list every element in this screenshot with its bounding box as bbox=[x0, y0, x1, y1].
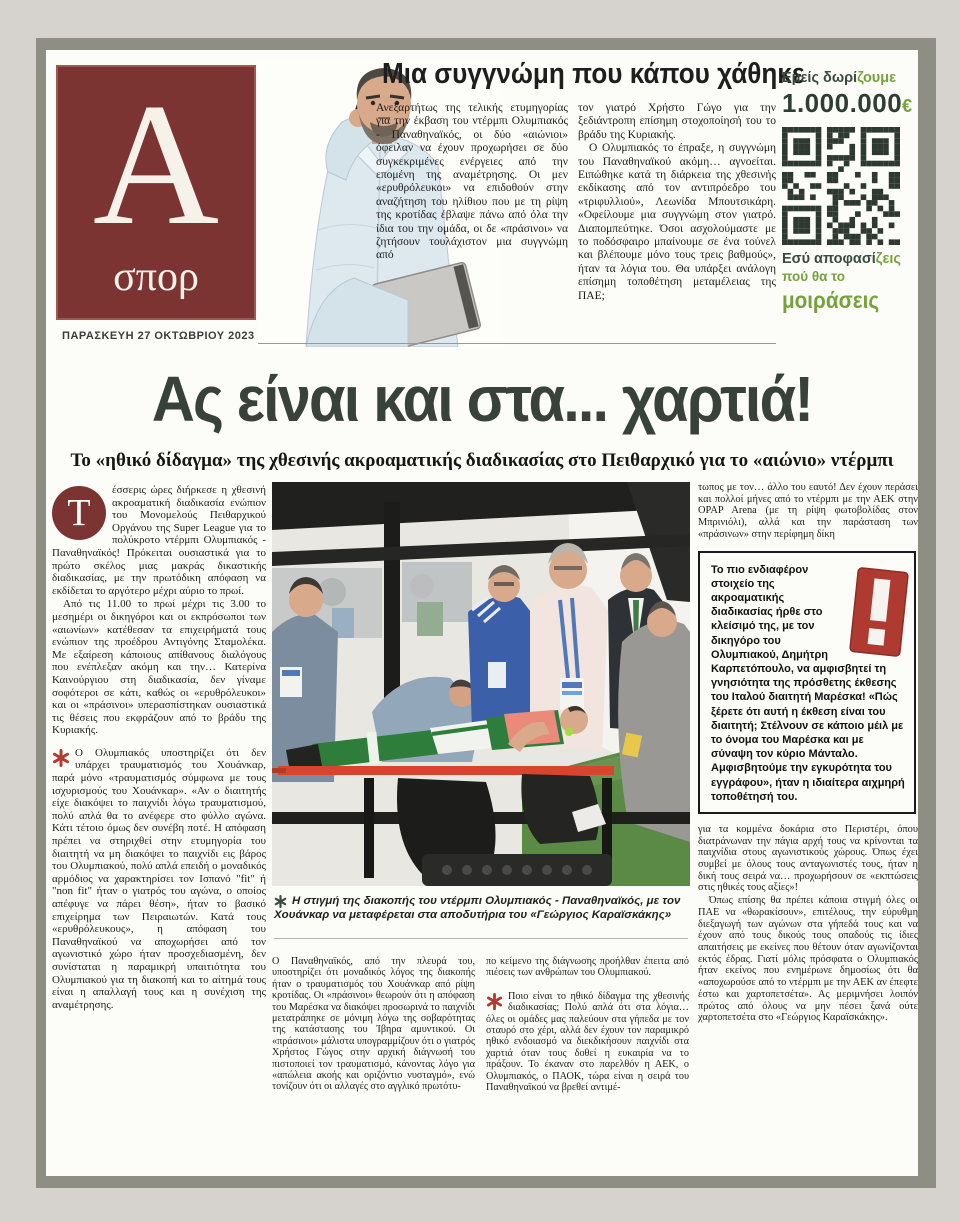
article-column-3: πο κείμενο της διάγνωσης προήλθαν έπειτα από πιέσεις των ανθρώπων του Ολυμπιακού. Ποιο είναι το ηθικό δίδαγμα της χθεσινής διαδικασίας; Πολύ απλά ότι στα λόγια… όλες οι ομάδες μας παλεύουν στα γήπεδα με τον σταυρό στο χέρι, αλλά δεν έχουν τον παραμικρό ηθικό ενδοιασμό να διεκδικήσουν παιχνίδι στα χαρτιά όταν τους δοθεί η ευκαιρία να το πράξουν. Το έκαναν στο παρελθόν η ΑΕΚ, ο Ολυμπιακός, ο ΠΑΟΚ, τώρα είναι η σειρά του Παναθηναϊκού να βρεθεί αντιμέ- bbox=[486, 956, 689, 1094]
main-headline: Ας είναι και στα... χαρτιά! bbox=[151, 363, 813, 435]
top-article-column-1: Ανεξαρτήτως της τελικής ετυμηγορίας για την έκβαση του ντέρμπι Ολυμπιακός - Παναθηναϊκός, οι δύο «αιώνιοι» όφειλαν να έχουν προχωρήσει σε δύο συγκεκριμένες ενέργειες από την επομένη της αναμέτρησης. Οι μεν «ερυθρόλευκοι» να επιδοθούν στην αναζήτηση του ηλίθιου που με τη ρίψη της κροτίδας έβλαψε πάνω από όλα την ίδια του την ομάδα, οι δε «πράσινοι» να ζητήσουν τουλάχιστον μια συγγνώμη από bbox=[376, 102, 568, 262]
bullet-paragraph: Ποιο είναι το ηθικό δίδαγμα της χθεσινής διαδικασίας; Πολύ απλά ότι στα λόγια… όλες οι ομάδες μας παλεύουν στα γήπεδα με τον σταυρό στο χέρι, αλλά δεν έχουν τον παραμικρό ηθικό ενδοιασμό να διεκδικήσουν παιχνίδι στα χαρτιά όταν τους δοθεί η ευκαιρία να το πράξουν. Το έκαναν στο παρελθόν η ΑΕΚ, ο Ολυμπιακός, ο ΠΑΟΚ, τώρα είναι η σειρά του Παναθηναϊκού να βρεθεί αντιμέ- bbox=[486, 990, 689, 1094]
highlight-box: Το πιο ενδιαφέρον στοιχείο της ακροαματικής διαδικασίας ήρθε στο κλείσιμό της, με τον δικηγόρο του Ολυμπιακού, Δημήτρη Καρπετόπουλο, να αμφισβητεί τη γνησιότητα της πρόσθετης έκθεσης του Ιταλού διαιτητή Μαρέσκα! «Πώς ξέρετε ότι αυτή η έκθεση είναι του διαιτητή; Στέλνουν σε κάποιο μέιλ με το όνομα του Μαρέσκα και με σύναψη τον κύριο Μάνταλο. Αμφισβητούμε την εγκυρότητα του εγγράφου», ήταν η ιδιαίτερα αιχμηρή τοποθέτησή του. bbox=[698, 551, 916, 814]
promo-line1: Εμείς δωρίζουμε bbox=[782, 70, 896, 86]
exclamation-icon bbox=[849, 566, 910, 657]
newspaper-page bbox=[36, 38, 936, 1188]
masthead-letter: Α bbox=[92, 67, 220, 261]
paper-surface bbox=[46, 50, 918, 1176]
photo-stretcher-scene bbox=[272, 482, 690, 886]
dropcap: Τ bbox=[52, 486, 106, 540]
top-article-headline: Μια συγγνώμη που κάπου χάθηκε bbox=[382, 58, 805, 90]
bullet-paragraph: Ο Ολυμπιακός υποστηρίζει ότι δεν υπάρχει τραυματισμός του Χουάνκαρ, παρά μόνο «τραυματισμός σύμφωνα με τους ισχυρισμούς του Χουάνκαρ». «Αν ο διαιτητής είχε διακόψει το παιχνίδι λόγω τραυματισμού, πολύ απλά θα το ανέφερε στο φύλλο αγώνα. Κάτι τέτοιο όμως δεν συνέβη ποτέ. Η απόφαση πρέπει να στηριχθεί στην ετυμηγορία του διαιτητή να μη διακόψει το παιχνίδι εις βάρος του Ολυμπιακού, πολύ απλά επειδή ο μοναδικός αρμόδιος να χαρακτηρίσει τον Ισπανό "fit" ή "non fit" ήταν ο γιατρός του αγώνα, ο οποίος απέφυγε να πάρει θέση», ήταν το βασικό επιχείρημα των Πειραιωτών. Κατά τους «ερυθρόλευκους», η απόφαση του Παναθηναϊκού να αποχωρήσει από τον αγωνιστικό χώρο ήταν προσχεδιασμένη, δεν συνίσταται η παραμικρή υπαιτιότητα του Ολυμπιακού για τη διακοπή και το αίτημά τους είναι η απαλλαγή τους και η συνέχιση της αναμέτρησης. bbox=[52, 746, 266, 1011]
lead-paragraph: Τ έσσερις ώρες διήρκεσε η χθεσινή ακροαματική διαδικασία ενώπιον του Μονομελούς Πειθαρχικού Οργάνου της Super League για το πολύκροτο ντέρμπι Ολυμπιακός - Παναθηναϊκός! Πρόκειται ουσιαστικά για το πρώτο σκέλος μιας μακράς δικαστικής διαδικασίας, με την πρωτόδικη απόφαση να εκδίδεται το αργότερο μέχρι αύριο το πρωί. bbox=[52, 484, 266, 597]
masthead-logo bbox=[56, 65, 256, 320]
article-column-1: Τ έσσερις ώρες διήρκεσε η χθεσινή ακροαματική διαδικασία ενώπιον του Μονομελούς Πειθαρχικού Οργάνου της Super League για το πολύκροτο ντέρμπι Ολυμπιακός - Παναθηναϊκός! Πρόκειται ουσιαστικά για το πρώτο σκέλος μιας μακράς δικαστικής διαδικασίας, με την πρωτόδικη απόφαση να εκδίδεται το αργότερο μέχρι αύριο το πρωί. Από τις 11.00 το πρωί μέχρι τις 3.00 το μεσημέρι οι δικηγόροι και οι εκπρόσωποι των «αιωνίων» κατέθεσαν τα επιχειρήματά τους ενώπιον της προέδρου Αντιγόνης Σταμολέκα. Με εξαίρεση κάποιους απίθανους διαλόγους που ενέπλεξαν ακόμη και την… Κατερίνα Καινούργιου στη διαδικασία, δεν γίναμε σοφότεροι σε κάτι, καθώς οι «ερυθρόλευκοι» και οι «πράσινοι» υπερασπίστηκαν ουσιαστικά τις θέσεις που εκφράζουν από το βράδυ της Κυριακής. Ο Ολυμπιακός υποστηρίζει ότι δεν υπάρχει τραυματισμός του Χουάνκαρ, παρά μόνο «τραυματισμός σύμφωνα με τους ισχυρισμούς του Χουάνκαρ». «Αν ο διαιτητής είχε διακόψει το παιχνίδι λόγω τραυματισμού, πολύ απλά θα το ανέφερε στο φύλλο αγώνα. Κάτι τέτοιο όμως δεν συνέβη ποτέ. Η απόφαση πρέπει να στηριχθεί στην ετυμηγορία του διαιτητή να μη διακόψει το παιχνίδι εις βάρος του Ολυμπιακού, πολύ απλά επειδή ο μοναδικός αρμόδιος να χαρακτηρίσει τον Ισπανό "fit" ή "non fit" ήταν ο γιατρός του αγώνα, ο οποίος απέφυγε να πάρει θέση», ήταν το βασικό επιχείρημα των Πειραιωτών. Κατά τους «ερυθρόλευκους», η απόφαση του Παναθηναϊκού να αποχωρήσει από τον αγωνιστικό χώρο ήταν προσχεδιασμένη, δεν συνίσταται η παραμικρή υπαιτιότητα του Ολυμπιακού για τη διακοπή και το αίτημά τους είναι η απαλλαγή τους και η συνέχιση της αναμέτρησης. bbox=[52, 484, 266, 1011]
promo-line2: Εσύ αποφασίζεις bbox=[782, 251, 901, 267]
stretcher-scene-illustration bbox=[272, 482, 690, 886]
masthead-word: σπορ bbox=[113, 254, 199, 300]
promo-line4: μοιράσεις bbox=[782, 287, 880, 313]
qr-code bbox=[782, 127, 910, 245]
caption-asterisk-icon bbox=[274, 895, 287, 908]
article-column-4: τωπος με τον… άλλο του εαυτό! Δεν έχουν περάσει και πολλοί μήνες από το ντέρμπι με την ΑΕΚ στην OPAP Arena (με τη ρίψη φωτοβολίδας στον Μπρινιόλι), αλλά και την παράσταση των «πράσινων» στην περίφημη δίκη Το πιο ενδιαφέρον στοιχείο της ακροαματικής διαδικασίας ήρθε στο κλείσιμό της, με τον δικηγόρο του Ολυμπιακού, Δημήτρη Καρπετόπουλο, να αμφισβητεί τη γνησιότητα της πρόσθετης έκθεσης του Ιταλού διαιτητή Μαρέσκα! «Πώς ξέρετε ότι αυτή η έκθεση είναι του διαιτητή; Στέλνουν σε κάποιο μέιλ με το όνομα του Μαρέσκα και με σύναψη τον κύριο Μάνταλο. Αμφισβητούμε την εγκυρότητα του εγγράφου», ήταν η ιδιαίτερα αιχμηρή τοποθέτησή του. για τα κομμένα δοκάρια στο Περιστέρι, όπου διατράνωναν την πάγια αρχή τους να κρίνονται τα παιχνίδια στους αγωνιστικούς χώρους. Όπως έχει συμβεί με όλους τους ανταγωνιστές τους, ήταν η δική τους σειρά να… προχωρήσουν σε «εκπτώσεις στις ηθικές τους αξίες»! Όπως επίσης θα πρέπει κάποια στιγμή όλες οι ΠΑΕ να «θωρακίσουν», επιτέλους, την εύρυθμη διεξαγωγή των αγώνων στα γήπεδά τους και να έχουν από τους δικούς τους οπαδούς τις ίδιες απαιτήσεις με εκείνες που θέτουν όταν αγωνίζονται εκτός έδρας. Γιατί μόλις πρόσφατα ο Ολυμπιακός ήταν εκείνος που ενημέρωνε δημοσίως ότι θα «αποχωρούσε από το ντέρμπι με την ΑΕΚ αν έπεφτε έστω και χαρτοπετσέτα». Ας μεριμνήσει λοιπόν πρώτος από όλους να μην πέσει ξανά ούτε χαρτοπετσέτα στο «Γεώργιος Καραϊσκάκης». bbox=[698, 482, 918, 1024]
promo-amount: 1.000.000€ bbox=[782, 88, 913, 118]
promo-line3: πού θα το bbox=[782, 269, 846, 284]
caption-divider bbox=[274, 938, 688, 939]
top-article-column-2: τον γιατρό Χρήστο Γώγο για την ξεδιάντροπη επίσημη στοχοποίησή του το βράδυ της Κυριακής. Ο Ολυμπιακός το έπραξε, η συγγνώμη του Παναθηναϊκού ακόμη… αγνοείται. Ειπώθηκε κατά τη διάρκεια της χθεσινής εκδίκασης από τον αντιπρόεδρο του «τριφυλλιού», Λεωνίδα Μπουτσικάρη. «Οφείλουμε μια συγγνώμη στον γιατρό. Διαπομπεύτηκε. Όσοι ασχολούμαστε με το ποδόσφαιρο μπαίνουμε σε ένα τούνελ και βλέπουμε μόνο τους τρεις βαθμούς», ήταν τα λόγια του. Θα υπάρξει ανάλογη επίσημη τοποθέτηση μεταμέλειας της ΠΑΕ; bbox=[578, 102, 776, 302]
article-column-2: Ο Παναθηναϊκός, από την πλευρά του, υποστηρίζει ότι μοναδικός λόγος της διακοπής ήταν ο τραυματισμός του Χουάνκαρ από ρίψη κροτίδας. Οι «πράσινοι» θεωρούν ότι η απόφαση του Μαρέσκα να διακόψει προσωρινά το παιχνίδι μετατράπηκε σε μόνιμη λόγω της σοβαρότητας της κατάστασης του Ίβηρα αμυντικού. Οι «πράσινοι» μάλιστα υπογραμμίζουν ότι ο γιατρός Χρήστος Γώγος στην αρχική διάγνωσή του πιστοποιεί τον τραυματισμό, κάνοντας λόγο για «απώλεια ακοής και οριζόντιο νυσταγμό», ενώ τονίζουν ότι οι αλλαγές στο αγγλικό πρωτότυ- bbox=[272, 956, 475, 1093]
top-strip-divider bbox=[258, 343, 776, 344]
issue-date: ΠΑΡΑΣΚΕΥΗ 27 ΟΚΤΩΒΡΙΟΥ 2023 bbox=[62, 330, 255, 342]
deck-subheadline: Το «ηθικό δίδαγμα» της χθεσινής ακροαματικής διαδικασίας στο Πειθαρχικό για το «αιώνιο» ντέρμπι bbox=[70, 450, 894, 471]
asterisk-icon bbox=[52, 749, 70, 767]
donation-promo bbox=[782, 70, 913, 314]
asterisk-icon bbox=[486, 993, 503, 1010]
photo-caption: Η στιγμή της διακοπής του ντέρμπι Ολυμπιακός - Παναθηναϊκός, με τον Χουάνκαρ να μεταφέρεται στα αποδυτήρια του «Γεώργιος Καραϊσκάκης» bbox=[274, 895, 681, 921]
